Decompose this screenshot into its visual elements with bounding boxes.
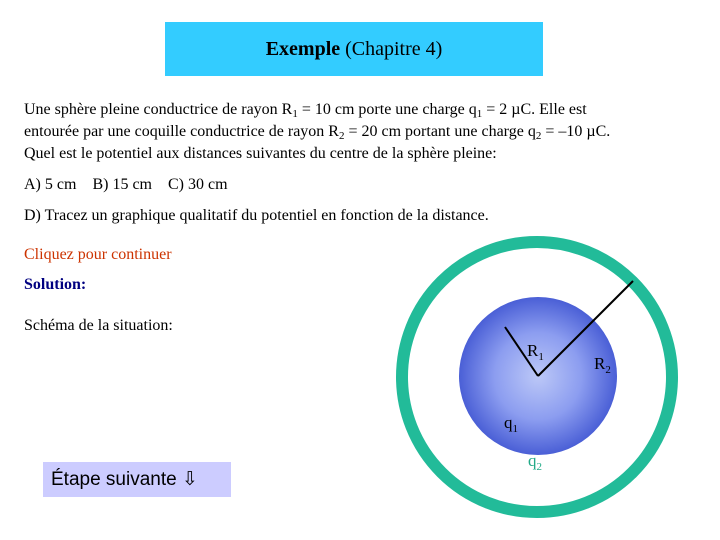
part-a: A) 5 cm: [24, 176, 77, 193]
part-d: D) Tracez un graphique qualitatif du potentiel en fonction de la distance.: [24, 207, 489, 224]
subscript: 2: [535, 130, 542, 142]
continue-link[interactable]: Cliquez pour continuer: [24, 246, 172, 263]
hollow-down-arrow-icon: ⇩: [181, 469, 198, 490]
schema-label: Schéma de la situation:: [24, 317, 173, 334]
part-c: C) 30 cm: [167, 176, 228, 193]
problem-text: entourée par une coquille conductrice de rayon R: [24, 123, 339, 140]
subscript: 2: [338, 130, 345, 142]
subscript: 1: [476, 108, 483, 120]
title-bold: Exemple: [265, 37, 341, 60]
problem-text: = 10 cm porte une charge q: [297, 101, 477, 118]
problem-text: = 2 µC. Elle est: [482, 101, 587, 118]
part-b: B) 15 cm: [92, 176, 152, 193]
problem-text: = –10 µC.: [541, 123, 611, 140]
next-step-label: Étape suivante: [51, 468, 177, 490]
title-rest: (Chapitre 4): [345, 37, 443, 60]
problem-line-3: Quel est le potentiel aux distances suivantes du centre de la sphère pleine:: [24, 145, 497, 162]
problem-text: = 20 cm portant une charge q: [344, 123, 536, 140]
q2-label: $q_2$: [528, 451, 542, 473]
next-step-button[interactable]: [43, 462, 231, 497]
r1-label: $R_1$: [527, 341, 544, 363]
subscript: 1: [292, 108, 298, 120]
q1-label: $q_1$: [504, 413, 518, 435]
r2-label: $R_2$: [594, 354, 611, 376]
solution-heading: Solution:: [24, 276, 87, 293]
problem-text: Une sphère pleine conductrice de rayon R: [24, 101, 293, 118]
